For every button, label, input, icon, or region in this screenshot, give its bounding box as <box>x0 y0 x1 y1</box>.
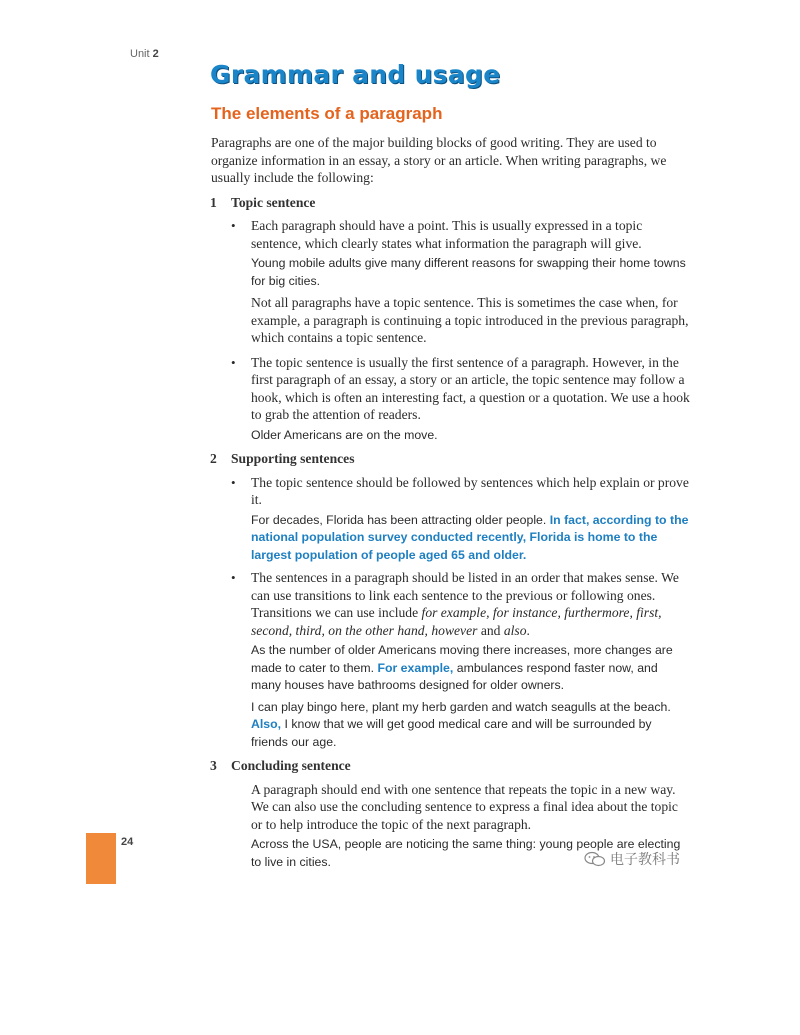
bullet-icon: • <box>231 474 236 490</box>
highlighted-transition: For example, <box>377 660 454 675</box>
example-sentence: Young mobile adults give many different reasons for swapping their home towns for big cities. <box>251 256 686 288</box>
section-text: A paragraph should end with one sentence that repeats the topic in a new way. We can also use the concluding sentence to express a final idea about the topic or to help introduce the topic of the next paragraph. <box>251 781 678 832</box>
section-heading <box>211 757 691 775</box>
main-content <box>211 134 691 875</box>
wechat-icon <box>584 851 606 867</box>
example-sentence: Older Americans are on the move. <box>251 427 438 442</box>
intro-paragraph: Paragraphs are one of the major building blocks of good writing. They are used to organize information in an essay, a story or an article. When writing paragraphs, we usually include the following: <box>211 135 667 185</box>
section-supporting-sentences <box>211 450 691 751</box>
bullet-icon: • <box>231 570 236 585</box>
bullet-text-start: The sentences in a paragraph should be listed in an order that makes sense. We can use transitions to link each sentence to the previous or following ones. Transitions we can use include <box>251 570 679 620</box>
section-title: Concluding sentence <box>231 758 351 773</box>
highlighted-text: In fact, according to the national population survey conducted recently, Florida is home to the largest population of people aged 65 and older. <box>251 512 689 562</box>
page-title: Grammar and usage <box>210 60 501 89</box>
bullet-text: The topic sentence should be followed by sentences which help explain or prove it. <box>251 474 689 507</box>
example-sentence <box>251 642 691 695</box>
section-heading <box>211 450 691 468</box>
page-tab <box>86 833 116 884</box>
section-number: 2 <box>210 451 217 466</box>
last-transition-word: also <box>503 622 527 638</box>
bullet-text: Each paragraph should have a point. This is usually expressed in a topic sentence, which clearly states what information the paragraph will give. <box>251 218 643 251</box>
bullet-item <box>231 354 691 445</box>
transition-words: for example, for instance, furthermore, first, second, third, on the other hand, however <box>251 605 662 638</box>
section-heading <box>211 194 691 212</box>
section-subtitle: The elements of a paragraph <box>211 104 443 123</box>
bullet-text: The sentences in a paragraph should be listed in an order that makes sense. We can use transitions to link each sentence to the previous or following ones. Transitions we can use include for example, for instance, furthermore, first, second, third, on the other hand, however and also. <box>251 570 679 638</box>
bullet-text: The topic sentence is usually the first sentence of a paragraph. However, in the first paragraph of an essay, a story or an article, the topic sentence may follow a hook, which is often an interesting fact, a question or a quotation. We use a hook to grab the attention of readers. <box>251 354 690 422</box>
and-word: and <box>480 622 501 638</box>
example-text-start: As the number of older Americans moving there increases, more changes are made to cater to them. <box>251 643 673 675</box>
example-text-end: I know that we will get good medical care and will be surrounded by friends our age. <box>251 717 652 749</box>
unit-word: Unit <box>130 48 150 60</box>
section-number: 3 <box>210 758 217 773</box>
example-sentence: Across the USA, people are noticing the same thing: young people are electing to live in cities. <box>251 837 681 869</box>
watermark-text: 电子教科书 <box>610 852 680 868</box>
bullet-item <box>231 474 691 565</box>
watermark <box>584 849 680 869</box>
section-topic-sentence <box>211 194 691 445</box>
example-plain-text: For decades, Florida has been attracting older people. <box>251 512 547 527</box>
example-sentence <box>251 512 691 565</box>
section-title: Topic sentence <box>231 194 316 210</box>
bullet-icon: • <box>231 218 236 233</box>
example-text-end: ambulances respond faster now, and many houses have bathrooms designed for older owners. <box>251 660 658 692</box>
bullet-item <box>231 217 691 347</box>
section-title: Supporting sentences <box>231 451 355 466</box>
note-text: Not all paragraphs have a topic sentence. This is sometimes the case when, for example, a paragraph is continuing a topic introduced in the previous paragraph, which contains a topic sentence. <box>251 295 689 345</box>
bullet-item <box>231 569 691 751</box>
example-text-start: I can play bingo here, plant my herb garden and watch seagulls at the beach. <box>251 699 671 714</box>
highlighted-transition: Also, <box>251 717 282 731</box>
unit-number: 2 <box>152 48 159 60</box>
bullet-icon: • <box>231 354 236 370</box>
section-number: 1 <box>210 194 217 210</box>
example-sentence <box>251 699 691 752</box>
unit-label <box>130 48 159 60</box>
page-number: 24 <box>121 836 134 848</box>
